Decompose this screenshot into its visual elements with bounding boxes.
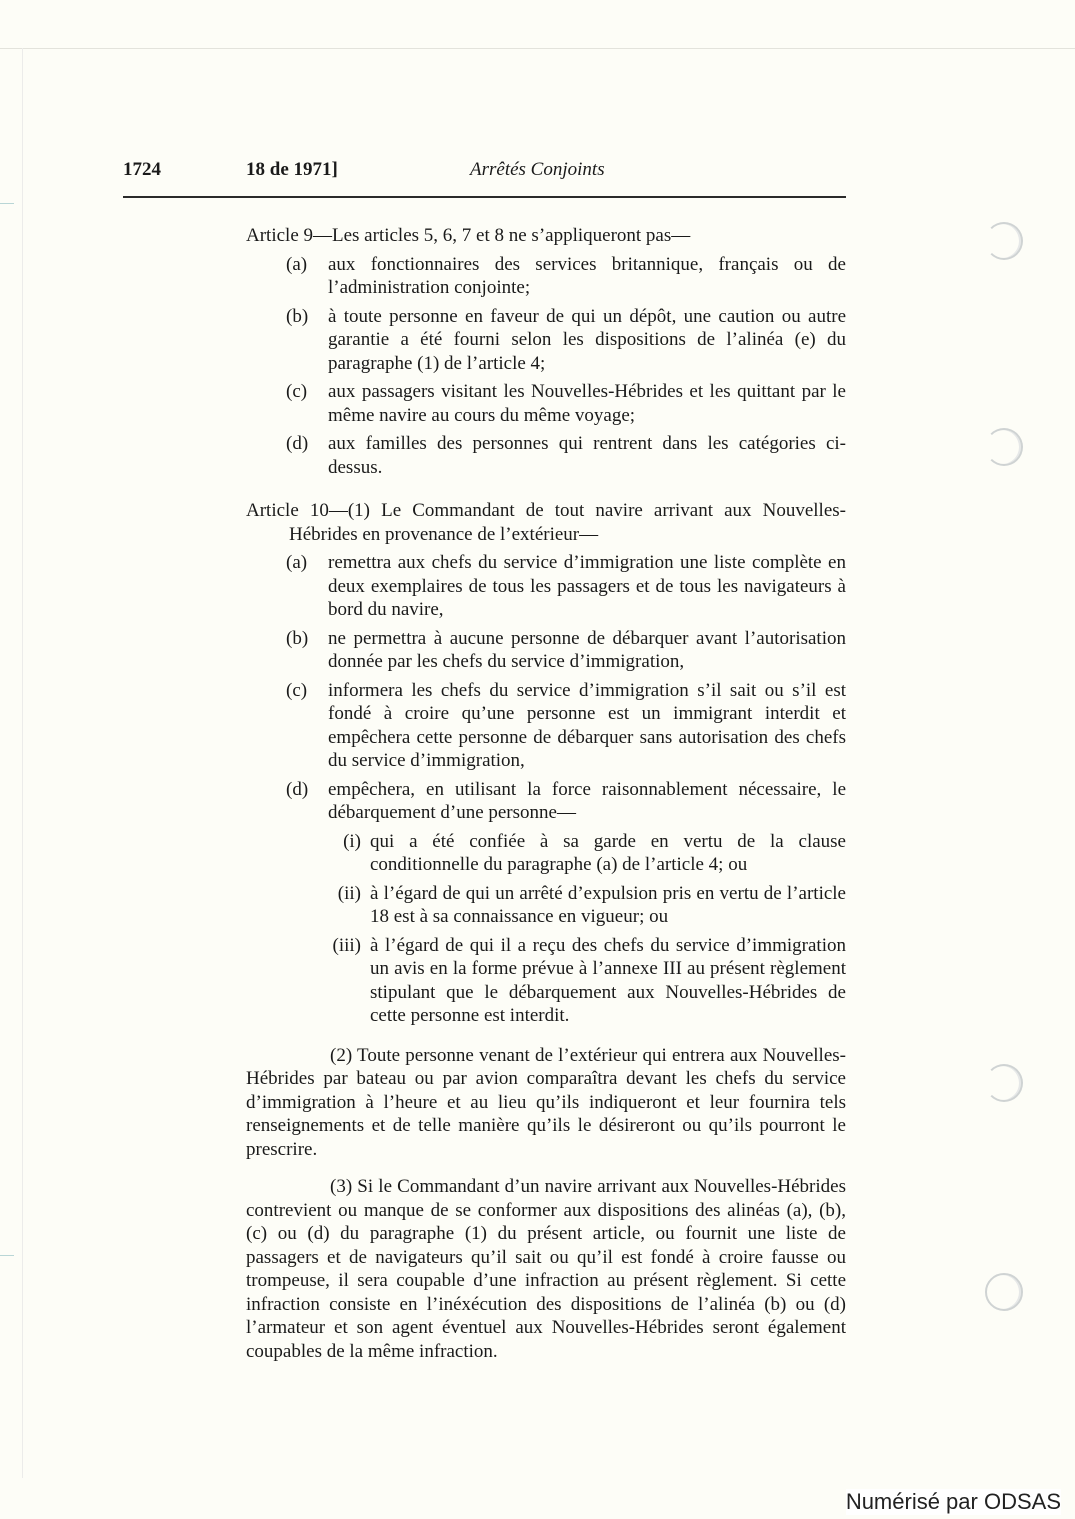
subitem-label: (iii)	[332, 934, 361, 956]
article-10-subitem-ii	[246, 882, 846, 929]
page-number: 1724	[123, 159, 161, 180]
subitem-text: qui a été confiée à sa garde en vertu de la clause conditionnelle du paragraphe (a) de l’article 4; ou	[370, 830, 846, 875]
item-text: remettra aux chefs du service d’immigration une liste complète en deux exemplaires de tous les passagers et de tous les navigateurs à bord du navire,	[328, 552, 846, 620]
punch-hole-icon	[985, 1273, 1023, 1311]
margin-tick	[0, 203, 14, 204]
scan-edge-left	[22, 48, 23, 1478]
item-label: (d)	[286, 433, 309, 454]
item-label: (c)	[286, 679, 308, 701]
law-reference: 18 de 1971]	[246, 159, 338, 180]
article-9-item-c	[246, 380, 846, 427]
item-label: (b)	[286, 305, 309, 327]
margin-tick	[0, 1255, 14, 1256]
item-label: (c)	[286, 381, 308, 402]
item-text: aux fonctionnaires des services britannique, français ou de l’administration conjointe;	[328, 253, 846, 298]
running-header	[0, 159, 1075, 185]
item-label: (d)	[286, 778, 309, 800]
punch-hole-icon	[985, 1064, 1023, 1102]
item-text: à toute personne en faveur de qui un dépôt, une caution ou autre garantie a été fourni selon les dispositions de l’alinéa (e) du paragraphe (1) de l’article 4;	[328, 305, 846, 374]
subitem-label: (ii)	[337, 882, 361, 904]
item-label: (a)	[286, 552, 308, 573]
article-9-intro: Article 9—Les articles 5, 6, 7 et 8 ne s’appliqueront pas—	[246, 225, 691, 246]
punch-hole-icon	[985, 222, 1023, 260]
item-text: aux familles des personnes qui rentrent dans les catégories ci-dessus.	[328, 433, 846, 478]
article-10-item-c	[246, 679, 846, 773]
document-body	[246, 224, 846, 1363]
item-text: ne permettra à aucune personne de débarquer avant l’autorisation donnée par les chefs du service d’immigration,	[328, 627, 846, 672]
article-10-item-d	[246, 778, 846, 825]
header-rule	[123, 196, 846, 198]
subitem-text: à l’égard de qui il a reçu des chefs du service d’immigration un avis en la forme prévue à l’annexe III au présent règlement stipulant que le débarquement aux Nouvelles-Hébrides de cette personne est interdit.	[370, 934, 846, 1026]
item-label: (b)	[286, 627, 309, 649]
item-label: (a)	[286, 253, 308, 275]
article-10-paragraph-2: (2) Toute personne venant de l’extérieur qui entrera aux Nouvelles-Hébrides par bateau ou par avion comparaîtra devant les chefs du service d’immigration à l’heure et au lieu qu’ils indiqueront et leur fournira tels renseignements et de telle manière qu’ils le désireront ou qu’ils pourront le prescrire.	[246, 1044, 846, 1160]
article-9-item-a	[246, 253, 846, 300]
item-text: informera les chefs du service d’immigration s’il sait ou s’il est fondé à croire qu’une personne est un immigrant interdit et empêchera cette personne de débarquer sans autorisation des chefs du service d’immigration,	[328, 679, 846, 771]
subitem-text: à l’égard de qui un arrêté d’expulsion pris en vertu de l’article 18 est à sa connaissance en vigueur; ou	[370, 882, 846, 927]
article-10-item-a	[246, 551, 846, 622]
article-9-item-d	[246, 432, 846, 479]
article-10-subitem-iii	[246, 934, 846, 1028]
article-10-subitem-i	[246, 830, 846, 877]
item-text: aux passagers visitant les Nouvelles-Hébrides et les quittant par le même navire au cours du même voyage;	[328, 381, 846, 426]
subitem-label: (i)	[343, 830, 361, 852]
article-10-paragraph-3: (3) Si le Commandant d’un navire arrivant aux Nouvelles-Hébrides contrevient ou manque de se conformer aux dispositions des alinéas (a), (b), (c) ou (d) du paragraphe (1) du présent article, ou fournit une liste de passagers et de navigateurs qu’il sait ou qu’il est fondé à croire fausse ou trompeuse, il sera coupable d’une infraction au présent règlement. Si cette infraction consiste en l’inéxécution des dispositions de l’alinéa (b) ou (d) l’armateur et son agent éventuel aux Nouvelles-Hébrides seront également coupables de la même infraction.	[246, 1176, 846, 1362]
article-9-item-b	[246, 305, 846, 376]
punch-hole-icon	[985, 428, 1023, 466]
scan-edge-top	[0, 48, 1075, 49]
header-title: Arrêtés Conjoints	[470, 159, 605, 180]
digitization-watermark: Numérisé par ODSAS	[845, 1489, 1061, 1514]
item-text: empêchera, en utilisant la force raisonnablement nécessaire, le débarquement d’une personne—	[328, 778, 846, 823]
article-10-item-b	[246, 627, 846, 674]
article-10-intro: Article 10—(1) Le Commandant de tout navire arrivant aux Nouvelles-Hébrides en provenance de l’extérieur—	[246, 500, 846, 545]
